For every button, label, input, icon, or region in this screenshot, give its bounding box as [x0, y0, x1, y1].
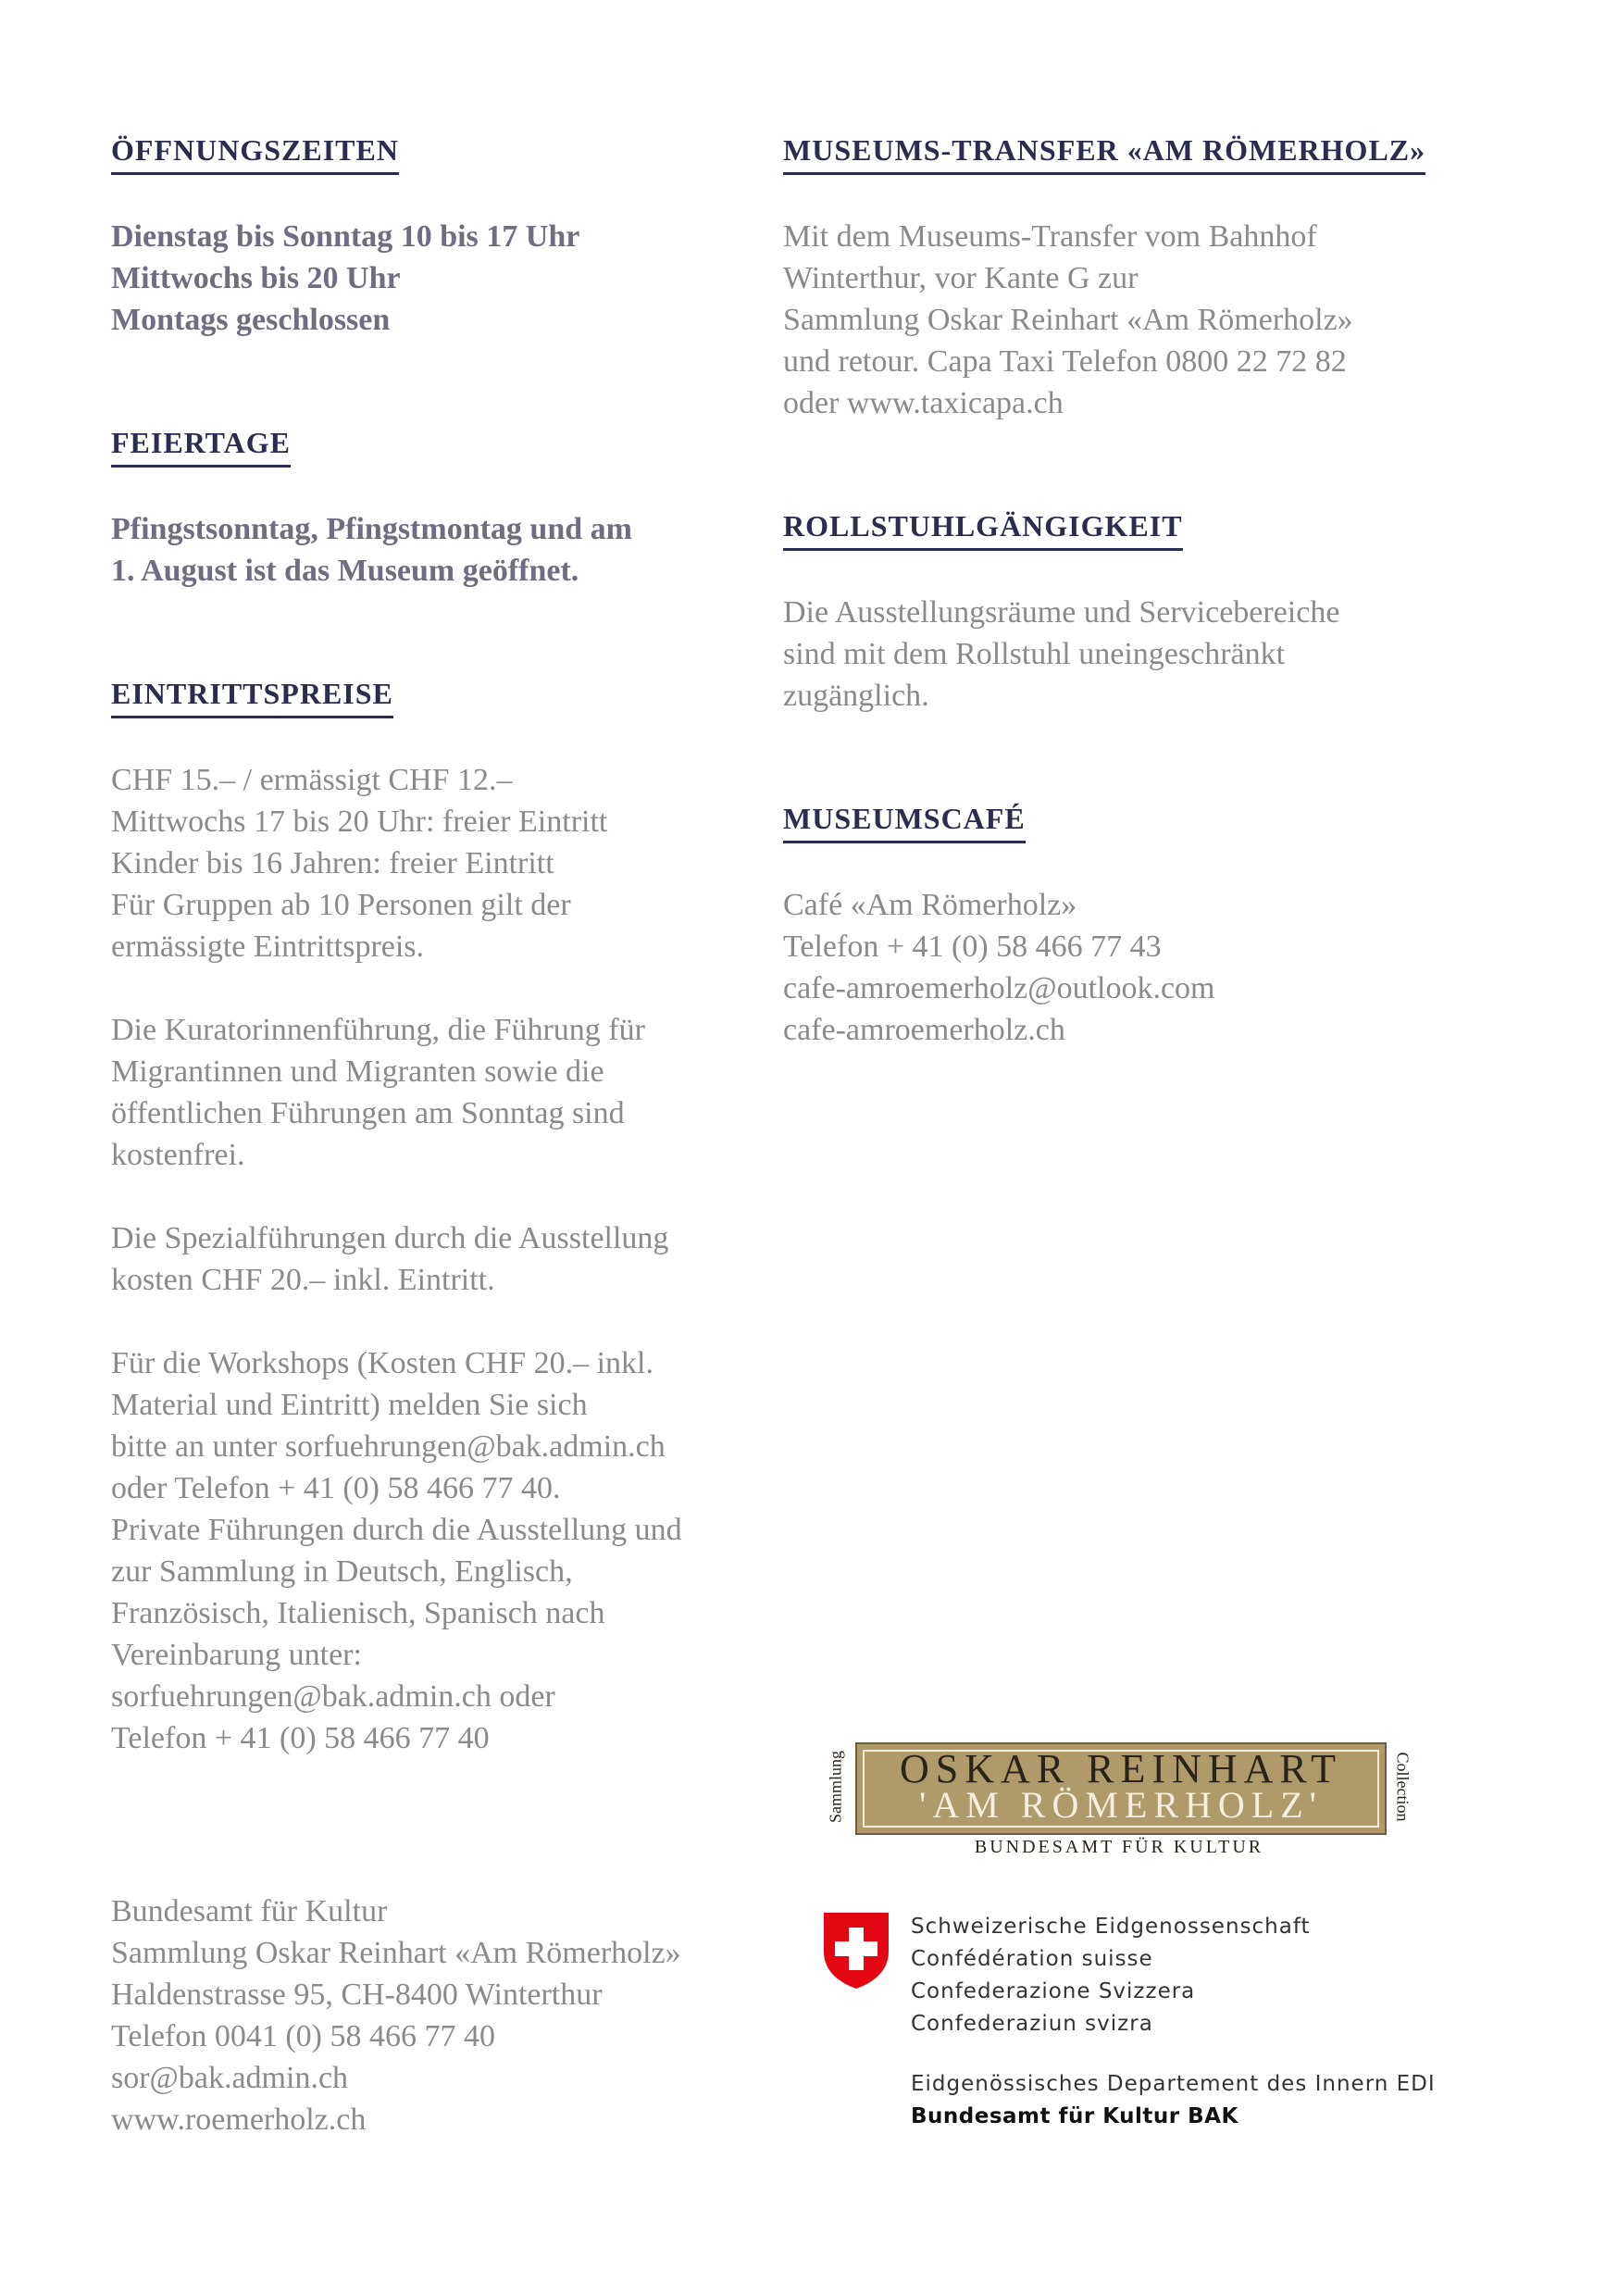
prices-section [111, 675, 759, 1759]
address-line: Sammlung Oskar Reinhart «Am Römerholz» [111, 1936, 681, 1970]
logo-side-left-text: Sammlung [826, 1750, 845, 1824]
workshops-line: Für die Workshops (Kosten CHF 20.– inkl. [111, 1346, 653, 1380]
prices-line: Kinder bis 16 Jahren: freier Eintritt [111, 846, 554, 880]
workshops-line: Telefon + 41 (0) 58 466 77 40 [111, 1721, 490, 1755]
logo-side-right-text: Collection [1393, 1752, 1413, 1822]
prices-line: Für Gruppen ab 10 Personen gilt der [111, 888, 571, 922]
workshops-line: oder Telefon + 41 (0) 58 466 77 40. [111, 1471, 561, 1505]
holidays-section [111, 424, 759, 592]
hours-text [111, 216, 759, 341]
confed-line: Confederaziun svizra [911, 2012, 1153, 2036]
special-tours-line: Die Spezialführungen durch die Ausstellung [111, 1221, 669, 1255]
museum-logo [822, 1733, 1424, 1863]
workshops-line: zur Sammlung in Deutsch, Englisch, [111, 1554, 573, 1589]
left-column [111, 131, 759, 1759]
tours-line: Migrantinnen und Migranten sowie die [111, 1054, 604, 1089]
holidays-line: Pfingstsonntag, Pfingstmontag und am [111, 512, 632, 546]
tours-line: öffentlichen Führungen am Sonntag sind [111, 1096, 625, 1130]
logo-subtitle: BUNDESAMT FÜR KULTUR [974, 1837, 1264, 1857]
hours-heading: ÖFFNUNGSZEITEN [111, 131, 399, 175]
transfer-heading: MUSEUMS-TRANSFER «AM RÖMERHOLZ» [783, 131, 1425, 175]
logo-side-left [822, 1742, 850, 1831]
prices-line: ermässigte Eintrittspreis. [111, 930, 425, 964]
transfer-text [783, 216, 1450, 424]
transfer-line: oder www.taxicapa.ch [783, 386, 1064, 420]
holidays-text [111, 508, 759, 592]
tours-line: kostenfrei. [111, 1138, 245, 1172]
hours-line: Mittwochs bis 20 Uhr [111, 261, 401, 295]
logo-line1: OSKAR REINHART [900, 1746, 1342, 1791]
workshops-line: Material und Eintritt) melden Sie sich [111, 1388, 588, 1422]
special-tours-line: kosten CHF 20.– inkl. Eintritt. [111, 1263, 495, 1297]
cafe-section [783, 800, 1450, 1051]
workshops-line: bitte an unter sorfuehrungen@bak.admin.ch [111, 1429, 666, 1464]
wheelchair-line: sind mit dem Rollstuhl uneingeschränkt [783, 637, 1286, 671]
transfer-line: und retour. Capa Taxi Telefon 0800 22 72 82 [783, 344, 1347, 379]
office-name: Bundesamt für Kultur BAK [911, 2104, 1238, 2128]
cafe-website[interactable]: cafe-amroemerholz.ch [783, 1013, 1065, 1047]
prices-line: CHF 15.– / ermässigt CHF 12.– [111, 763, 513, 797]
cafe-text [783, 884, 1450, 1051]
workshops-line: Vereinbarung unter: [111, 1638, 362, 1672]
confederation-names [911, 1911, 1311, 2040]
transfer-line: Winterthur, vor Kante G zur [783, 261, 1139, 295]
address-email[interactable]: sor@bak.admin.ch [111, 2061, 349, 2095]
logo-side-right [1388, 1742, 1416, 1831]
prices-text [111, 759, 759, 1759]
workshops-line: Französisch, Italienisch, Spanisch nach [111, 1596, 605, 1630]
address-website[interactable]: www.roemerholz.ch [111, 2103, 367, 2137]
cafe-heading: MUSEUMSCAFÉ [783, 800, 1026, 843]
cafe-phone: Telefon + 41 (0) 58 466 77 43 [783, 930, 1162, 964]
right-column [783, 131, 1450, 1051]
swiss-federal-block [822, 1911, 1451, 2133]
department-block [911, 2068, 1436, 2133]
prices-heading: EINTRITTSPREISE [111, 675, 393, 718]
cafe-email[interactable]: cafe-amroemerholz@outlook.com [783, 971, 1215, 1005]
wheelchair-line: zugänglich. [783, 679, 929, 713]
confed-line: Confederazione Svizzera [911, 1979, 1196, 2003]
wheelchair-line: Die Ausstellungsräume und Servicebereiche [783, 595, 1340, 630]
wheelchair-text [783, 592, 1450, 717]
confed-line: Confédération suisse [911, 1947, 1153, 1971]
workshops-line: Private Führungen durch die Ausstellung und [111, 1513, 682, 1547]
swiss-shield-icon [822, 1911, 890, 1990]
transfer-section [783, 131, 1450, 424]
address-line: Haldenstrasse 95, CH-8400 Winterthur [111, 1978, 603, 2012]
confed-line: Schweizerische Eidgenossenschaft [911, 1915, 1311, 1939]
transfer-line: Mit dem Museums-Transfer vom Bahnhof [783, 219, 1317, 254]
holidays-line: 1. August ist das Museum geöffnet. [111, 554, 579, 588]
wheelchair-heading: ROLLSTUHLGÄNGIGKEIT [783, 507, 1183, 551]
hours-line: Montags geschlossen [111, 303, 391, 337]
logo-line2: 'AM RÖMERHOLZ' [919, 1784, 1323, 1826]
logo-box [855, 1742, 1387, 1835]
wheelchair-section [783, 507, 1450, 717]
address-line: Bundesamt für Kultur [111, 1894, 388, 1928]
transfer-line: Sammlung Oskar Reinhart «Am Römerholz» [783, 303, 1353, 337]
hours-section [111, 131, 759, 341]
workshops-line: sorfuehrungen@bak.admin.ch oder [111, 1679, 555, 1714]
address-block [111, 1890, 759, 2140]
cafe-line: Café «Am Römerholz» [783, 888, 1077, 922]
prices-line: Mittwochs 17 bis 20 Uhr: freier Eintritt [111, 805, 608, 839]
hours-line: Dienstag bis Sonntag 10 bis 17 Uhr [111, 219, 580, 254]
address-line: Telefon 0041 (0) 58 466 77 40 [111, 2019, 495, 2053]
department-name: Eidgenössisches Departement des Innern EDI [911, 2072, 1436, 2096]
tours-line: Die Kuratorinnenführung, die Führung für [111, 1013, 645, 1047]
holidays-heading: FEIERTAGE [111, 424, 291, 468]
